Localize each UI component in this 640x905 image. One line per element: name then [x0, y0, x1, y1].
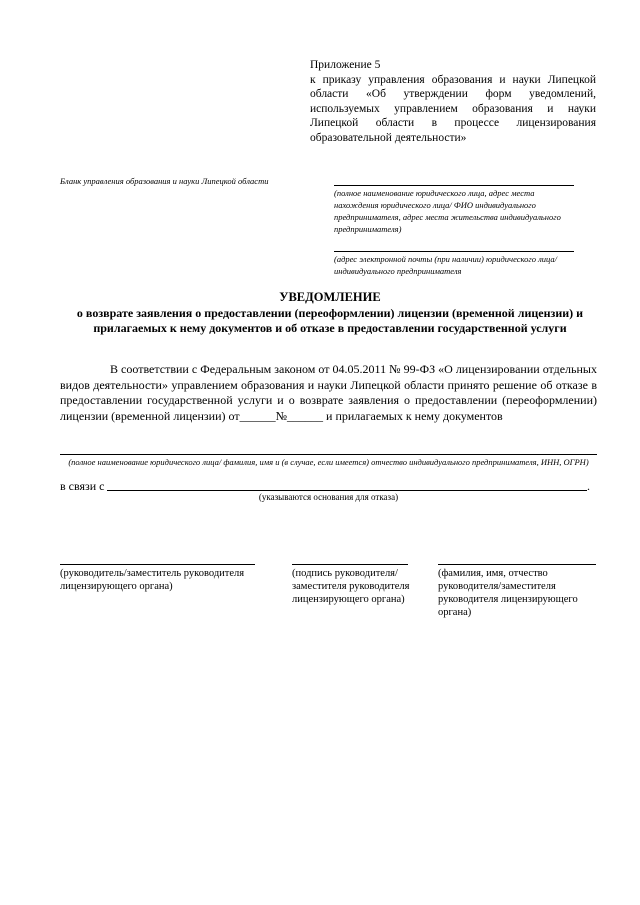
notice-title: УВЕДОМЛЕНИЕ	[279, 290, 381, 304]
appendix-text: к приказу управления образования и науки Липецкой области «Об утверждении форм уведомлений, используемых управлением образования и науки Липецкой области в процессе лицензирования образовательной деятельности»	[310, 73, 596, 144]
signature-name-caption: (фамилия, имя, отчество руководителя/заместителя руководителя лицензирующего органа)	[438, 568, 578, 618]
signature-line-position	[60, 564, 255, 565]
appendix-block	[310, 58, 596, 145]
reason-line	[107, 490, 587, 491]
notice-subtitle: о возврате заявления о предоставлении (переоформлении) лицензии (временной лицензии) и прилагаемых к нему документов и об отказе в предоставлении государственной услуги	[76, 305, 584, 335]
addressee-email-line	[334, 251, 574, 252]
notice-body-paragraph: В соответствии с Федеральным законом от 04.05.2011 № 99-ФЗ «О лицензировании отдельных видов деятельности» управлением образования и науки Липецкой области принято решение об отказе в предоставлении государственной услуги и о возврате заявления о предоставлении (переоформлении) лицензии (временной лицензии) от______№______ и прилагаемых к нему документов	[60, 362, 597, 423]
addressee-email-caption: (адрес электронной почты (при наличии) юридического лица/индивидуального предпринимателя	[334, 254, 558, 276]
addressee-name-caption: (полное наименование юридического лица, адрес места нахождения юридического лица/ ФИО индивидуального предпринимателя, адрес места жительства индивидуального предпринимателя)	[334, 188, 561, 234]
reason-caption: (указываются основания для отказа)	[258, 492, 399, 502]
applicant-line	[60, 454, 597, 455]
signature-line-sign	[292, 564, 408, 565]
signature-line-name	[438, 564, 596, 565]
appendix-title: Приложение 5	[310, 59, 381, 71]
reason-prefix: в связи с	[60, 479, 105, 493]
reason-end: .	[587, 479, 590, 493]
signature-position-caption: (руководитель/заместитель руководителя лицензирующего органа)	[60, 568, 245, 592]
notice-heading	[60, 290, 600, 337]
signature-sign-caption: (подпись руководителя/заместителя руководителя лицензирующего органа)	[292, 568, 410, 605]
letterhead-label: Бланк управления образования и науки Липецкой области	[60, 176, 269, 186]
addressee-name-line	[334, 185, 574, 186]
applicant-caption: (полное наименование юридического лица/ фамилия, имя и (в случае, если имеется) отчество индивидуального предпринимателя, ИНН, ОГРН)	[68, 457, 589, 467]
